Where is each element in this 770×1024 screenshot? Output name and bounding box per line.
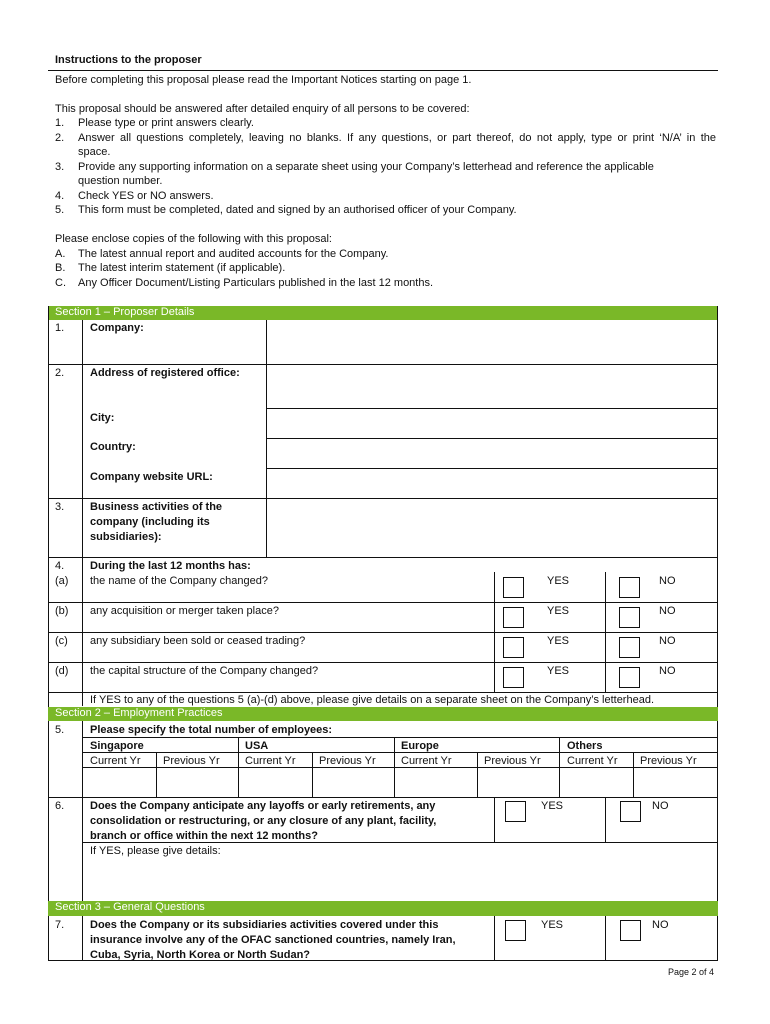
business-activities-field[interactable] bbox=[267, 499, 717, 556]
singapore-previous-header: Previous Yr bbox=[163, 755, 220, 767]
page-number: Page 2 of 4 bbox=[668, 967, 715, 977]
q6-question-line: consolidation or restructuring, or any closure of any plant, facility, bbox=[90, 815, 437, 827]
city-field[interactable] bbox=[267, 409, 717, 438]
singapore-current-header: Current Yr bbox=[90, 755, 141, 767]
others-current-header: Current Yr bbox=[567, 755, 618, 767]
yes-label: YES bbox=[547, 605, 570, 617]
instructions-intro: Before completing this proposal please read the Important Notices starting on page 1. bbox=[55, 74, 472, 86]
yes-label: YES bbox=[547, 635, 570, 647]
row-divider bbox=[48, 797, 718, 798]
no-label: NO bbox=[652, 919, 669, 931]
usa-previous-field[interactable] bbox=[313, 768, 393, 796]
list-item-number: 3. bbox=[55, 161, 65, 173]
q4c-text: any subsidiary been sold or ceased trading? bbox=[90, 635, 306, 647]
q4c-no-checkbox[interactable] bbox=[619, 637, 640, 658]
q4b-no-checkbox[interactable] bbox=[619, 607, 640, 628]
q7-number: 7. bbox=[55, 919, 65, 931]
row-divider bbox=[48, 632, 718, 633]
q4d-number: (d) bbox=[55, 665, 69, 677]
region-usa: USA bbox=[245, 740, 269, 752]
website-url-field[interactable] bbox=[267, 469, 717, 498]
q2-number: 2. bbox=[55, 367, 65, 379]
q7-yes-checkbox[interactable] bbox=[505, 920, 526, 941]
q2-label: Address of registered office: bbox=[90, 367, 240, 379]
country-field[interactable] bbox=[267, 439, 717, 468]
enclose-item-letter: B. bbox=[55, 262, 66, 274]
yes-column-divider bbox=[494, 916, 495, 961]
website-label: Company website URL: bbox=[90, 471, 213, 483]
no-label: NO bbox=[659, 605, 676, 617]
q4d-text: the capital structure of the Company changed? bbox=[90, 665, 319, 677]
q6-details-field[interactable] bbox=[83, 858, 717, 900]
usa-current-field[interactable] bbox=[239, 768, 311, 796]
no-label: NO bbox=[659, 575, 676, 587]
q1-label: Company: bbox=[90, 322, 144, 334]
region-europe: Europe bbox=[401, 740, 439, 752]
enclose-lead: Please enclose copies of the following with this proposal: bbox=[55, 233, 332, 245]
list-item: Check YES or NO answers. bbox=[78, 190, 214, 202]
q4c-yes-checkbox[interactable] bbox=[503, 637, 524, 658]
others-previous-field[interactable] bbox=[634, 768, 717, 796]
list-item-number: 4. bbox=[55, 190, 65, 202]
q4-note: If YES to any of the questions 5 (a)-(d) above, please give details on a separate sheet on the Company’s letterhead. bbox=[90, 694, 654, 706]
q4a-no-checkbox[interactable] bbox=[619, 577, 640, 598]
q1-number: 1. bbox=[55, 322, 65, 334]
q6-no-checkbox[interactable] bbox=[620, 801, 641, 822]
list-item-number: 1. bbox=[55, 117, 65, 129]
list-item: Answer all questions completely, leaving no blanks. If any questions, or part thereof, do not apply, type or print ‘N/A’ in the bbox=[78, 132, 716, 144]
q3-label-line: company (including its bbox=[90, 516, 210, 528]
no-label: NO bbox=[659, 665, 676, 677]
europe-current-field[interactable] bbox=[395, 768, 476, 796]
number-column-divider bbox=[82, 320, 83, 706]
q7-no-checkbox[interactable] bbox=[620, 920, 641, 941]
number-column-divider bbox=[82, 916, 83, 961]
enclose-item-letter: C. bbox=[55, 277, 66, 289]
q4-label: During the last 12 months has: bbox=[90, 560, 251, 572]
q4a-number: (a) bbox=[55, 575, 69, 587]
table-left-border bbox=[48, 306, 49, 961]
address-field[interactable] bbox=[267, 365, 717, 408]
q4-number: 4. bbox=[55, 560, 65, 572]
row-divider bbox=[48, 602, 718, 603]
row-divider bbox=[48, 692, 718, 693]
table-right-border bbox=[717, 306, 718, 961]
yes-label: YES bbox=[541, 800, 564, 812]
list-item-continuation: space. bbox=[78, 146, 111, 158]
q4b-text: any acquisition or merger taken place? bbox=[90, 605, 279, 617]
instructions-heading: Instructions to the proposer bbox=[55, 54, 202, 66]
row-divider bbox=[82, 842, 718, 843]
company-field[interactable] bbox=[267, 321, 717, 364]
section3-header: Section 3 – General Questions bbox=[48, 901, 718, 916]
list-item: Please type or print answers clearly. bbox=[78, 117, 254, 129]
country-label: Country: bbox=[90, 441, 136, 453]
q6-question-line: branch or office within the next 12 months? bbox=[90, 830, 318, 842]
q4b-yes-checkbox[interactable] bbox=[503, 607, 524, 628]
no-label: NO bbox=[659, 635, 676, 647]
section1-header: Section 1 – Proposer Details bbox=[48, 306, 718, 320]
q3-label-line: subsidiaries): bbox=[90, 531, 162, 543]
q5-number: 5. bbox=[55, 724, 65, 736]
q6-details-label: If YES, please give details: bbox=[90, 845, 221, 857]
yes-column-divider bbox=[494, 797, 495, 843]
region-others: Others bbox=[567, 740, 603, 752]
enclose-item-letter: A. bbox=[55, 248, 66, 260]
enclose-item: The latest annual report and audited accounts for the Company. bbox=[78, 248, 389, 260]
q7-question-line: insurance involve any of the OFAC sanctioned countries, namely Iran, bbox=[90, 934, 456, 946]
q6-yes-checkbox[interactable] bbox=[505, 801, 526, 822]
usa-previous-header: Previous Yr bbox=[319, 755, 376, 767]
singapore-previous-field[interactable] bbox=[157, 768, 237, 796]
region-singapore: Singapore bbox=[90, 740, 144, 752]
q3-label-line: Business activities of the bbox=[90, 501, 223, 513]
q6-question-line: Does the Company anticipate any layoffs or early retirements, any bbox=[90, 800, 436, 812]
list-item-number: 5. bbox=[55, 204, 65, 216]
yes-label: YES bbox=[541, 919, 564, 931]
singapore-current-field[interactable] bbox=[83, 768, 155, 796]
others-current-field[interactable] bbox=[560, 768, 632, 796]
yes-label: YES bbox=[547, 665, 570, 677]
usa-current-header: Current Yr bbox=[245, 755, 296, 767]
q5-label: Please specify the total number of employees: bbox=[90, 724, 333, 736]
city-label: City: bbox=[90, 412, 115, 424]
list-item-continuation: question number. bbox=[78, 175, 163, 187]
no-column-divider bbox=[605, 916, 606, 961]
enclose-item: The latest interim statement (if applicable). bbox=[78, 262, 286, 274]
q4a-text: the name of the Company changed? bbox=[90, 575, 268, 587]
row-divider bbox=[82, 752, 718, 753]
row-divider bbox=[48, 557, 718, 558]
row-divider bbox=[82, 737, 718, 738]
q7-question-line: Cuba, Syria, North Korea or North Sudan? bbox=[90, 949, 311, 961]
q4d-no-checkbox[interactable] bbox=[619, 667, 640, 688]
q4b-number: (b) bbox=[55, 605, 69, 617]
list-item: This form must be completed, dated and signed by an authorised officer of your Company. bbox=[78, 204, 517, 216]
others-previous-header: Previous Yr bbox=[640, 755, 697, 767]
q6-number: 6. bbox=[55, 800, 65, 812]
europe-current-header: Current Yr bbox=[401, 755, 452, 767]
q4d-yes-checkbox[interactable] bbox=[503, 667, 524, 688]
list-item: Provide any supporting information on a separate sheet using your Company’s letterhead and reference the applicable bbox=[78, 161, 654, 173]
section2-header: Section 2 – Employment Practices bbox=[48, 707, 718, 721]
europe-previous-field[interactable] bbox=[478, 768, 558, 796]
q4c-number: (c) bbox=[55, 635, 68, 647]
q4a-yes-checkbox[interactable] bbox=[503, 577, 524, 598]
no-label: NO bbox=[652, 800, 669, 812]
heading-rule bbox=[48, 70, 718, 71]
q3-number: 3. bbox=[55, 501, 65, 513]
enclose-item: Any Officer Document/Listing Particulars published in the last 12 months. bbox=[78, 277, 434, 289]
yes-label: YES bbox=[547, 575, 570, 587]
europe-previous-header: Previous Yr bbox=[484, 755, 541, 767]
no-column-divider bbox=[605, 797, 606, 843]
row-divider bbox=[48, 662, 718, 663]
instructions-lead: This proposal should be answered after detailed enquiry of all persons to be covered: bbox=[55, 103, 470, 115]
list-item-number: 2. bbox=[55, 132, 65, 144]
q7-question-line: Does the Company or its subsidiaries activities covered under this bbox=[90, 919, 439, 931]
